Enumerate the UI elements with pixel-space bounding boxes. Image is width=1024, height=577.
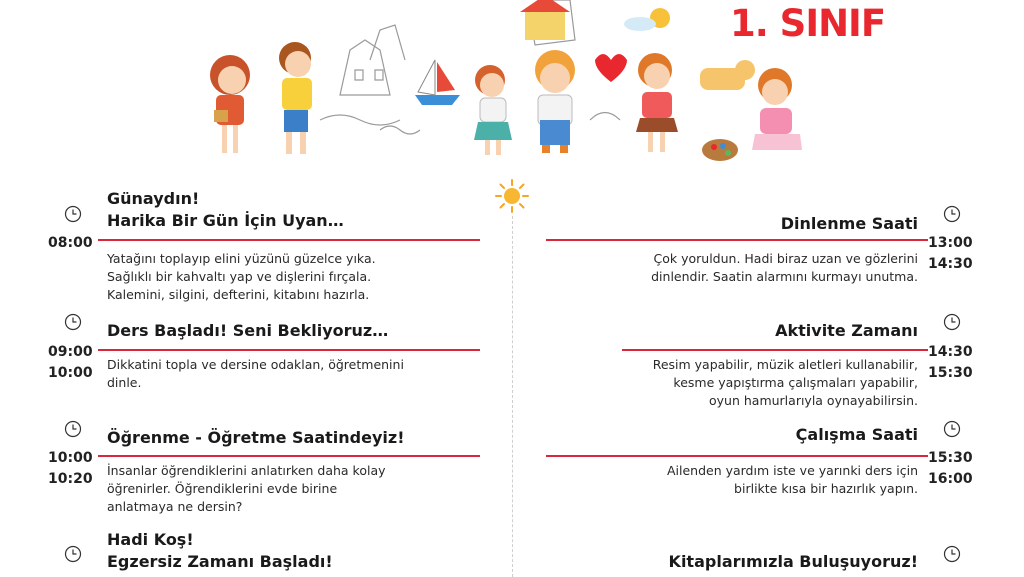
section-subtitle: Egzersiz Zamanı Başladı! (107, 552, 333, 571)
time-end: 16:00 (928, 471, 973, 487)
section-title: Aktivite Zamanı (775, 321, 918, 340)
red-divider (546, 239, 928, 241)
time-end: 14:30 (928, 256, 973, 272)
red-divider (98, 455, 480, 457)
time-start: 08:00 (48, 235, 93, 251)
time-start: 14:30 (928, 344, 973, 360)
section-description: İnsanlar öğrendiklerini anlatırken daha kolay öğrenirler. Öğrendiklerini evde birine anlatmaya ne dersin? (107, 463, 386, 514)
section-description: Resim yapabilir, müzik aletleri kullanabilir, kesme yapıştırma çalışmaları yapabilir, oyun hamurlarıyla oynayabilirsin. (652, 357, 918, 408)
time-end: 10:20 (48, 471, 93, 487)
section-title: Ders Başladı! Seni Bekliyoruz… (107, 321, 389, 340)
time-start: 10:00 (48, 450, 93, 466)
clock-icon (64, 545, 82, 563)
section-subtitle: Harika Bir Gün İçin Uyan… (107, 211, 344, 230)
clock-icon (943, 420, 961, 438)
clock-icon (943, 205, 961, 223)
clock-icon (64, 420, 82, 438)
time-start: 15:30 (928, 450, 973, 466)
section-title: Dinlenme Saati (780, 214, 918, 233)
time-end: 10:00 (48, 365, 93, 381)
children-drawing-illustration (190, 0, 810, 170)
red-divider (546, 455, 928, 457)
section-title: Kitaplarımızla Buluşuyoruz! (668, 552, 918, 571)
section-description: Çok yoruldun. Hadi biraz uzan ve gözlerini dinlendir. Saatin alarmını kurmayı unutma. (651, 251, 918, 284)
clock-icon (943, 545, 961, 563)
time-end: 15:30 (928, 365, 973, 381)
center-divider (512, 216, 513, 577)
time-start: 13:00 (928, 235, 973, 251)
section-title: Günaydın! (107, 189, 200, 208)
clock-icon (64, 205, 82, 223)
section-title: Öğrenme - Öğretme Saatindeyiz! (107, 428, 405, 447)
red-divider (98, 349, 480, 351)
section-description: Yatağını toplayıp elini yüzünü güzelce yıka. Sağlıklı bir kahvaltı yap ve dişlerini fırçala. Kalemini, silgini, defterini, kitabını hazırla. (107, 251, 376, 302)
red-divider (98, 239, 480, 241)
grade-title: 1. SINIF (730, 2, 886, 45)
clock-icon (64, 313, 82, 331)
section-title: Hadi Koş! (107, 530, 194, 549)
sun-icon (494, 178, 530, 214)
time-start: 09:00 (48, 344, 93, 360)
clock-icon (943, 313, 961, 331)
section-title: Çalışma Saati (795, 425, 918, 444)
red-divider (622, 349, 928, 351)
section-description: Ailenden yardım iste ve yarınki ders için birlikte kısa bir hazırlık yapın. (666, 463, 918, 496)
section-description: Dikkatini topla ve dersine odaklan, öğretmenini dinle. (107, 357, 404, 390)
